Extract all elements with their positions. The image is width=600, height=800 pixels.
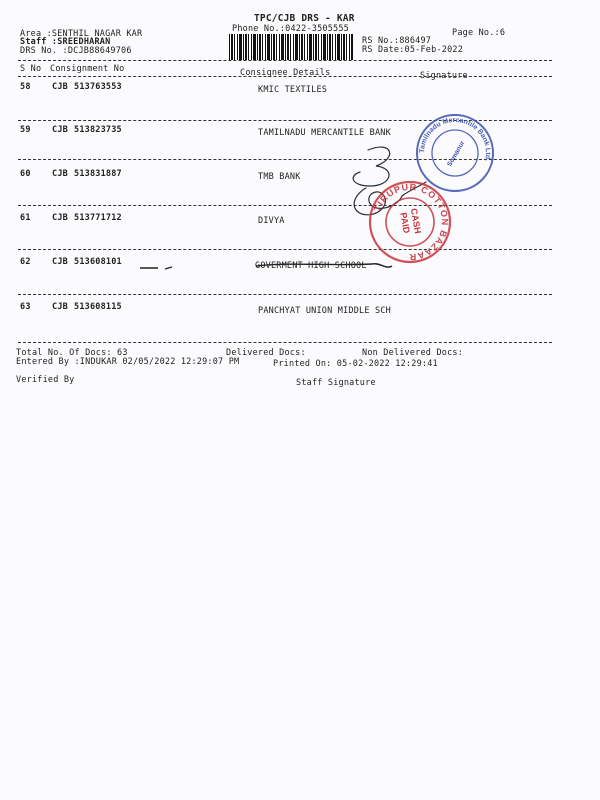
row-sno: 60 — [20, 169, 31, 179]
cash-stamp-center-2: PAID — [398, 211, 412, 235]
page-number: Page No.:6 — [452, 28, 506, 38]
rs-date: RS Date:05-Feb-2022 — [362, 45, 464, 55]
row-sno: 58 — [20, 82, 31, 92]
printed-on: Printed On: 05-02-2022 12:29:41 — [273, 359, 438, 369]
row-consignee: TMB BANK — [258, 172, 301, 182]
row-consignee: TAMILNADU MERCANTILE BANK — [258, 128, 391, 138]
scribble-row-62 — [140, 264, 392, 269]
row-consignment-no: 513771712 — [74, 213, 122, 223]
row-consignee: GOVERMENT HIGH SCHOOL — [255, 261, 367, 271]
column-signature: Signature — [420, 71, 468, 81]
area-label: Area :SENTHIL NAGAR KAR — [20, 29, 143, 39]
row-consignee: KMIC TEXTILES — [258, 85, 328, 95]
row-consignment-no: 513608101 — [74, 257, 122, 267]
row-cjb: CJB — [52, 82, 68, 92]
staff-name: SREEDHARAN — [57, 37, 111, 47]
bank-stamp-center: Somanur — [446, 139, 467, 168]
bank-stamp-ring-text: Tamilnadu Mercantile Bank Ltd. — [418, 116, 492, 162]
staff-prefix: Staff : — [20, 37, 58, 47]
row-cjb: CJB — [52, 257, 68, 267]
row-cjb: CJB — [52, 213, 68, 223]
row-consignee: PANCHYAT UNION MIDDLE SCH — [258, 306, 391, 316]
total-docs: Total No. Of Docs: 63 — [16, 348, 128, 358]
rs-number: RS No.:886497 — [362, 36, 432, 46]
entered-by: Entered By :INDUKAR 02/05/2022 12:29:07 PM — [16, 357, 240, 367]
row-consignment-no: 513608115 — [74, 302, 122, 312]
row-cjb: CJB — [52, 169, 68, 179]
row-consignment-no: 513823735 — [74, 125, 122, 135]
non-delivered-docs: Non Delivered Docs: — [362, 348, 464, 358]
row-sno: 61 — [20, 213, 31, 223]
row-consignment-no: 513763553 — [74, 82, 122, 92]
row-sno: 63 — [20, 302, 31, 312]
row-sno: 62 — [20, 257, 31, 267]
row-consignee: DIVYA — [258, 216, 285, 226]
delivered-docs: Delivered Docs: — [226, 348, 306, 358]
column-consignment: Consignment No — [50, 64, 125, 74]
cash-paid-stamp — [370, 182, 450, 262]
cash-stamp-center-1: CASH — [408, 207, 424, 235]
column-consignee: Consignee Details — [240, 68, 331, 78]
verified-by: Verified By — [16, 375, 75, 385]
phone-number: Phone No.:0422-3505555 — [232, 24, 349, 34]
column-sno: S No — [20, 64, 42, 74]
handwritten-signature — [353, 147, 426, 215]
drs-number: DRS No. :DCJB88649706 — [20, 46, 132, 56]
row-cjb: CJB — [52, 125, 68, 135]
row-sno: 59 — [20, 125, 31, 135]
staff-signature: Staff Signature — [296, 378, 376, 388]
bank-stamp — [417, 115, 493, 191]
cash-stamp-ring-text: TIRUPUR COTTON BAZAAR — [372, 181, 451, 263]
row-cjb: CJB — [52, 302, 68, 312]
document-title: TPC/CJB DRS - KAR — [254, 13, 355, 24]
row-consignment-no: 513831887 — [74, 169, 122, 179]
